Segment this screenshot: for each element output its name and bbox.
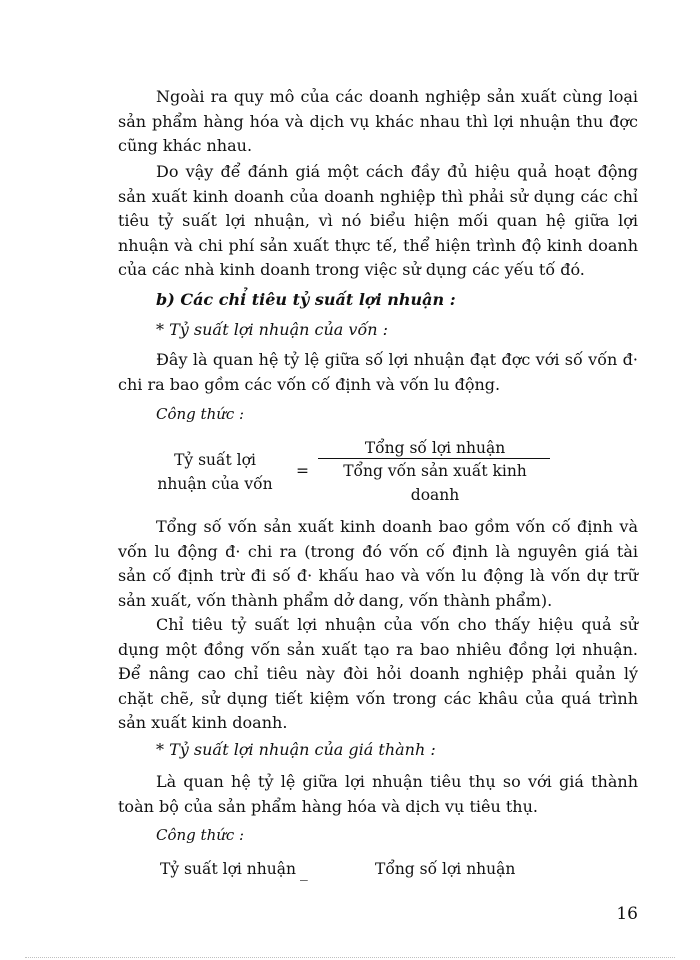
formula1-equals: =	[296, 462, 309, 480]
paragraph-capital-definition: Đây là quan hệ tỷ lệ giữa số lợi nhuận đạt đợc với số vốn đ· chi ra bao gồm các vốn cố định và vốn lu động.	[118, 350, 638, 394]
formula-label-2: Công thức :	[156, 826, 245, 844]
formula2-equals: _	[300, 863, 308, 881]
formula2-numerator: Tổng số lợi nhuận	[375, 860, 516, 878]
formula1-numerator: Tổng số lợi nhuận	[364, 439, 506, 457]
section-heading-b: b) Các chỉ tiêu tỷ suất lợi nhuận :	[156, 290, 456, 309]
page-bottom-border	[25, 957, 675, 958]
page-number: 16	[616, 904, 638, 924]
subheading-profit-on-cost: * Tỷ suất lợi nhuận của giá thành :	[156, 740, 436, 759]
formula1-lhs-line2: nhuận của vốn	[157, 475, 273, 493]
formula2-lhs: Tỷ suất lợi nhuận	[160, 860, 296, 878]
formula-label-1: Công thức :	[156, 405, 245, 423]
paragraph-cost-definition: Là quan hệ tỷ lệ giữa lợi nhuận tiêu thụ so với giá thành toàn bộ của sản phẩm hàng hóa và dịch vụ tiêu thụ.	[118, 772, 638, 816]
subheading-profit-on-capital: * Tỷ suất lợi nhuận của vốn :	[156, 320, 389, 339]
paragraph-scale: Ngoài ra quy mô của các doanh nghiệp sản xuất cùng loại sản phẩm hàng hóa và dịch vụ khác nhau thì lợi nhuận thu đợc cũng khác nhau.	[118, 87, 638, 155]
paragraph-capital-efficiency: Chỉ tiêu tỷ suất lợi nhuận của vốn cho thấy hiệu quả sử dụng một đồng vốn sản xuất tạo ra bao nhiêu đồng lợi nhuận. Để nâng cao chỉ tiêu này đòi hỏi doanh nghiệp phải quản lý chặt chẽ, sử dụng tiết kiệm vốn trong các khâu của quá trình sản xuất kinh doanh.	[118, 615, 638, 732]
formula1-lhs-line1: Tỷ suất lợi	[174, 451, 256, 469]
formula1-denominator-line2: doanh	[410, 486, 460, 504]
formula1-denominator-line1: Tổng vốn sản xuất kinh	[343, 462, 527, 480]
paragraph-total-capital: Tổng số vốn sản xuất kinh doanh bao gồm vốn cố định và vốn lu động đ· chi ra (trong đó vốn cố định là nguyên giá tài sản cố định trừ đi số đ· khấu hao và vốn lu động là vốn dự trữ sản xuất, vốn thành phẩm dở dang, vốn thành phẩm).	[118, 517, 638, 610]
paragraph-evaluation: Do vậy để đánh giá một cách đầy đủ hiệu quả hoạt động sản xuất kinh doanh của doanh nghiệp thì phải sử dụng các chỉ tiêu tỷ suất lợi nhuận, vì nó biểu hiện mối quan hệ giữa lợi nhuận và chi phí sản xuất thực tế, thể hiện trình độ kinh doanh của các nhà kinh doanh trong việc sử dụng các yếu tố đó.	[118, 162, 638, 279]
